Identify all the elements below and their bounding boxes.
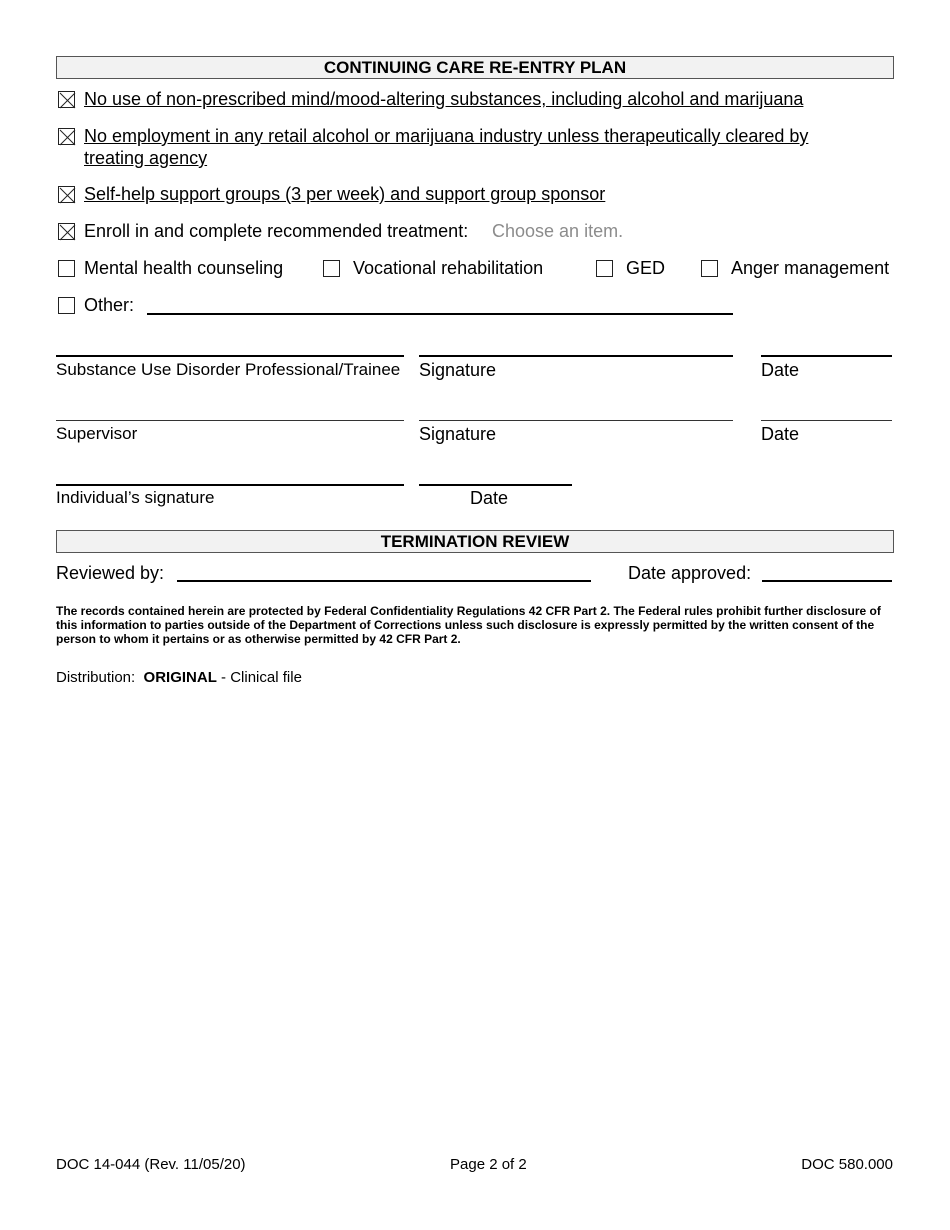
policy-number: DOC 580.000: [801, 1156, 893, 1173]
page-number: Page 2 of 2: [450, 1156, 527, 1173]
individual-date-label: Date: [470, 488, 509, 508]
reviewed-by-line[interactable]: [177, 580, 591, 582]
professional-signature-line[interactable]: [419, 355, 733, 357]
other-label: Other:: [84, 295, 135, 315]
supervisor-name-line[interactable]: [56, 420, 404, 421]
condition-4-text: Enroll in and complete recommended treatment:: [84, 221, 469, 241]
form-number: DOC 14-044 (Rev. 11/05/20): [56, 1156, 246, 1173]
professional-date-label: Date: [761, 360, 800, 380]
condition-2-text-line1: No employment in any retail alcohol or marijuana industry unless therapeutically cleared by: [84, 126, 809, 146]
condition-2-checkbox[interactable]: [58, 128, 75, 145]
condition-1-text: No use of non-prescribed mind/mood-altering substances, including alcohol and marijuana: [84, 89, 804, 109]
individual-label: Individual’s signature: [56, 488, 215, 507]
treatment-dropdown[interactable]: Choose an item.: [492, 221, 624, 241]
anger-management-label: Anger management: [731, 258, 890, 278]
checked-x-icon: [59, 129, 76, 146]
anger-management-checkbox[interactable]: [701, 260, 718, 277]
checked-x-icon: [59, 187, 76, 204]
other-checkbox[interactable]: [58, 297, 75, 314]
date-approved-label: Date approved:: [628, 563, 752, 583]
condition-4-checkbox[interactable]: [58, 223, 75, 240]
other-input-line[interactable]: [147, 313, 733, 315]
individual-date-line[interactable]: [419, 484, 572, 486]
checked-x-icon: [59, 224, 76, 241]
supervisor-signature-line[interactable]: [419, 420, 733, 421]
professional-signature-label: Signature: [419, 360, 497, 380]
condition-2-text-line2: treating agency: [84, 148, 208, 168]
ged-checkbox[interactable]: [596, 260, 613, 277]
confidentiality-notice: The records contained herein are protected by Federal Confidentiality Regulations 42 CFR Part 2. The Federal rules prohibit further disclosure of this information to parties outside of the Department of Corrections unless such disclosure is expressly permitted by the written consent of the person to whom it pertains or as otherwise permitted by 42 CFR Part 2.: [56, 604, 881, 646]
supervisor-date-label: Date: [761, 424, 800, 444]
distribution-label: Distribution:: [56, 669, 136, 686]
mental-health-label: Mental health counseling: [84, 258, 284, 278]
supervisor-date-line[interactable]: [761, 420, 892, 421]
condition-3-checkbox[interactable]: [58, 186, 75, 203]
vocational-rehab-checkbox[interactable]: [323, 260, 340, 277]
professional-label: Substance Use Disorder Professional/Trainee: [56, 360, 401, 379]
vocational-rehab-label: Vocational rehabilitation: [353, 258, 544, 278]
supervisor-label: Supervisor: [56, 424, 138, 443]
distribution-rest: - Clinical file: [216, 669, 302, 686]
checked-x-icon: [59, 92, 76, 109]
supervisor-signature-label: Signature: [419, 424, 497, 444]
condition-1-checkbox[interactable]: [58, 91, 75, 108]
date-approved-line[interactable]: [762, 580, 892, 582]
condition-3-text: Self-help support groups (3 per week) and support group sponsor: [84, 184, 606, 204]
professional-date-line[interactable]: [761, 355, 892, 357]
mental-health-checkbox[interactable]: [58, 260, 75, 277]
individual-signature-line[interactable]: [56, 484, 404, 486]
reviewed-by-label: Reviewed by:: [56, 563, 165, 583]
termination-section-header: TERMINATION REVIEW: [56, 530, 894, 553]
distribution-original: ORIGINAL: [143, 669, 217, 686]
professional-name-line[interactable]: [56, 355, 404, 357]
ged-label: GED: [626, 258, 666, 278]
plan-section-header: CONTINUING CARE RE-ENTRY PLAN: [56, 56, 894, 79]
distribution-line: [56, 668, 302, 688]
